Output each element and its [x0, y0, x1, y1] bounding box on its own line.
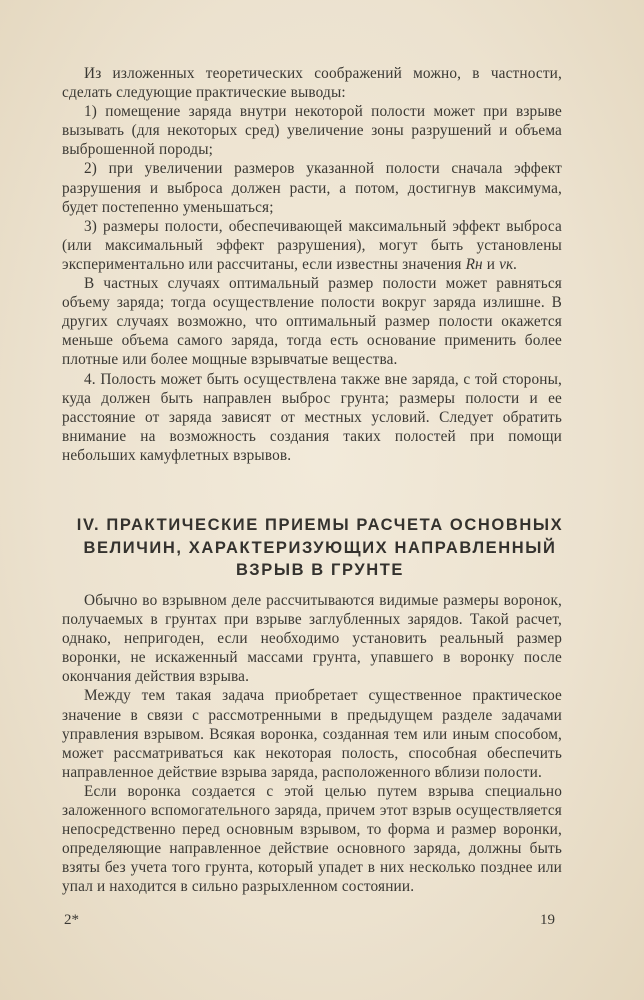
paragraph: 4. Полость может быть осуществлена также вне заряда, с той стороны, куда должен быть направлен выброс грунта; размеры полости и ее расстояние от заряда зависят от местных условий. Следует обратить внимание на возможность создания таких полостей при помощи небольших камуфлетных взрывов.	[62, 370, 562, 464]
page-number: 19	[540, 912, 555, 928]
section-heading-line: IV. ПРАКТИЧЕСКИЕ ПРИЕМЫ РАСЧЕТА ОСНОВНЫХ	[76, 516, 564, 534]
math-v-symbol: vк.	[499, 255, 518, 273]
bottom-text-block	[62, 591, 562, 897]
printer-signature: 2*	[64, 912, 79, 928]
section-heading-line: ВЕЛИЧИН, ХАРАКТЕРИЗУЮЩИХ НАПРАВЛЕННЫЙ	[83, 538, 557, 557]
paragraph: Обычно во взрывном деле рассчитываются видимые размеры воронок, получаемых в грунтах при взрыве заглубленных зарядов. Такой расчет, однако, непригоден, если необходимо установить реальный размер воронки, не искаженный массами грунта, упавшего в воронку после окончания действия взрыва.	[62, 592, 562, 686]
paragraph: 1) помещение заряда внутри некоторой полости может при взрыве вызывать (для некоторых сред) увеличение зоны разрушений и объема выброшенной породы;	[62, 103, 562, 159]
math-r-symbol: Rн	[465, 255, 483, 273]
paragraph: 2) при увеличении размеров указанной полости сначала эффект разрушения и выброса должен расти, а потом, достигнув максимума, будет постепенно уменьшаться;	[62, 160, 562, 216]
section-heading	[40, 514, 600, 582]
section-heading-line: ВЗРЫВ В ГРУНТЕ	[236, 561, 404, 579]
paragraph: Из изложенных теоретических соображений можно, в частности, сделать следующие практические выводы:	[62, 65, 562, 102]
paragraph: Между тем такая задача приобретает существенное практическое значение в связи с рассмотренными в предыдущем разделе задачами управления взрывом. Всякая воронка, созданная тем или иным способом, может рассматриваться как некоторая полость, способная обеспечить направленное действие взрыва заряда, расположенного вблизи полости.	[62, 687, 562, 781]
top-text-block	[62, 64, 562, 465]
paragraph: Если воронка создается с этой целью путем взрыва специально заложенного вспомогательного заряда, причем этот взрыв осуществляется непосредственно перед основным взрывом, то форма и размер воронки, определяющие направленное действие основного заряда, должны быть взяты без учета того грунта, который упадет в них несколько позднее или упал и находится в сильно разрыхленном состоянии.	[62, 782, 562, 896]
paragraph-with-math	[62, 217, 562, 274]
paragraph: В частных случаях оптимальный размер полости может равняться объему заряда; тогда осуществление полости вокруг заряда излишне. В других случаях возможно, что оптимальный размер полости окажется меньше объема самого заряда, тогда есть основание применить более плотные или более мощные взрывчатые вещества.	[62, 275, 562, 369]
paragraph-text: 3) размеры полости, обеспечивающей максимальный эффект выброса (или максимальный эффект разрушения), могут быть установлены экспериментально или рассчитаны, если известны значения	[62, 217, 562, 273]
math-conjunction: и	[486, 255, 496, 273]
